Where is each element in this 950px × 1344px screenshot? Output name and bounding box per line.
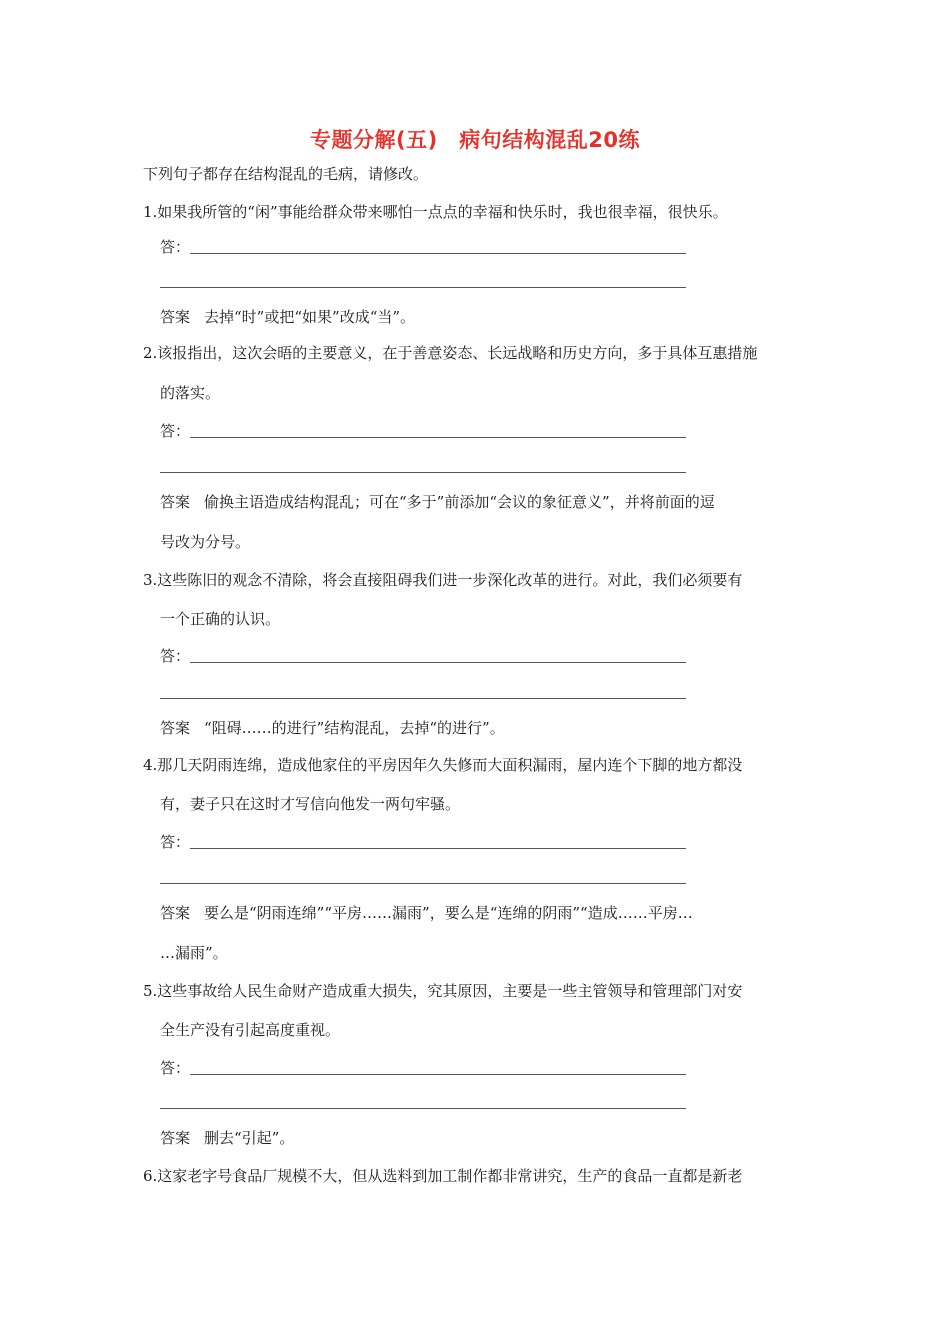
page-title: 专题分解(五) 病句结构混乱20练 bbox=[310, 128, 640, 152]
answer-text: 删去“引起”。 bbox=[204, 1129, 295, 1147]
question-3: 3.这些陈旧的观念不清除，将会直接阻碍我们进一步深化改革的进行。对此，我们必须要有 bbox=[143, 571, 743, 589]
answer-label: 答案 bbox=[160, 719, 191, 737]
answer-label: 答案 bbox=[160, 308, 191, 326]
answer-text: “阻碍……的进行”结构混乱，去掉“的进行”。 bbox=[204, 719, 505, 737]
answer-prompt-2: 答： bbox=[160, 422, 191, 440]
answer-5 bbox=[160, 1128, 294, 1148]
answer-2 bbox=[160, 492, 715, 512]
answer-line-3b[interactable] bbox=[160, 698, 686, 699]
question-4-cont: 有，妻子只在这时才写信向他发一两句牢骚。 bbox=[160, 795, 461, 813]
answer-text: 偷换主语造成结构混乱；可在“多于”前添加“会议的象征意义”，并将前面的逗 bbox=[204, 493, 715, 511]
answer-line-3a[interactable] bbox=[190, 662, 686, 663]
answer-prompt-4: 答： bbox=[160, 833, 191, 851]
answer-2-cont: 号改为分号。 bbox=[160, 533, 251, 551]
answer-line-1a[interactable] bbox=[190, 253, 686, 254]
question-2-cont: 的落实。 bbox=[160, 384, 221, 402]
answer-1 bbox=[160, 307, 415, 327]
answer-line-5a[interactable] bbox=[190, 1074, 686, 1075]
answer-label: 答案 bbox=[160, 904, 191, 922]
answer-text: 去掉“时”或把“如果”改成“当”。 bbox=[204, 308, 416, 326]
answer-line-4a[interactable] bbox=[190, 848, 686, 849]
question-5-cont: 全生产没有引起高度重视。 bbox=[160, 1021, 341, 1039]
answer-3 bbox=[160, 718, 505, 738]
answer-line-5b[interactable] bbox=[160, 1108, 686, 1109]
answer-text: 要么是“阴雨连绵”“平房……漏雨”，要么是“连绵的阴雨”“造成……平房… bbox=[204, 904, 693, 922]
question-5: 5.这些事故给人民生命财产造成重大损失，究其原因，主要是一些主管领导和管理部门对安 bbox=[143, 982, 743, 1000]
answer-line-4b[interactable] bbox=[160, 883, 686, 884]
question-4: 4.那几天阴雨连绵，造成他家住的平房因年久失修而大面积漏雨，屋内连个下脚的地方都没 bbox=[143, 756, 743, 774]
answer-label: 答案 bbox=[160, 493, 191, 511]
answer-prompt-3: 答： bbox=[160, 647, 191, 665]
answer-prompt-5: 答： bbox=[160, 1059, 191, 1077]
answer-line-2a[interactable] bbox=[190, 437, 686, 438]
answer-4 bbox=[160, 903, 693, 923]
answer-line-2b[interactable] bbox=[160, 472, 686, 473]
answer-line-1b[interactable] bbox=[160, 287, 686, 288]
answer-prompt-1: 答： bbox=[160, 238, 191, 256]
question-2: 2.该报指出，这次会晤的主要意义，在于善意姿态、长远战略和历史方向，多于具体互惠措施 bbox=[143, 344, 758, 362]
question-1: 1.如果我所管的“闲”事能给群众带来哪怕一点点的幸福和快乐时，我也很幸福，很快乐。 bbox=[143, 203, 728, 221]
instructions: 下列句子都存在结构混乱的毛病，请修改。 bbox=[143, 165, 429, 183]
question-6: 6.这家老字号食品厂规模不大，但从选料到加工制作都非常讲究，生产的食品一直都是新老 bbox=[143, 1167, 743, 1185]
answer-label: 答案 bbox=[160, 1129, 191, 1147]
answer-4-cont: …漏雨”。 bbox=[160, 944, 228, 962]
question-3-cont: 一个正确的认识。 bbox=[160, 610, 281, 628]
